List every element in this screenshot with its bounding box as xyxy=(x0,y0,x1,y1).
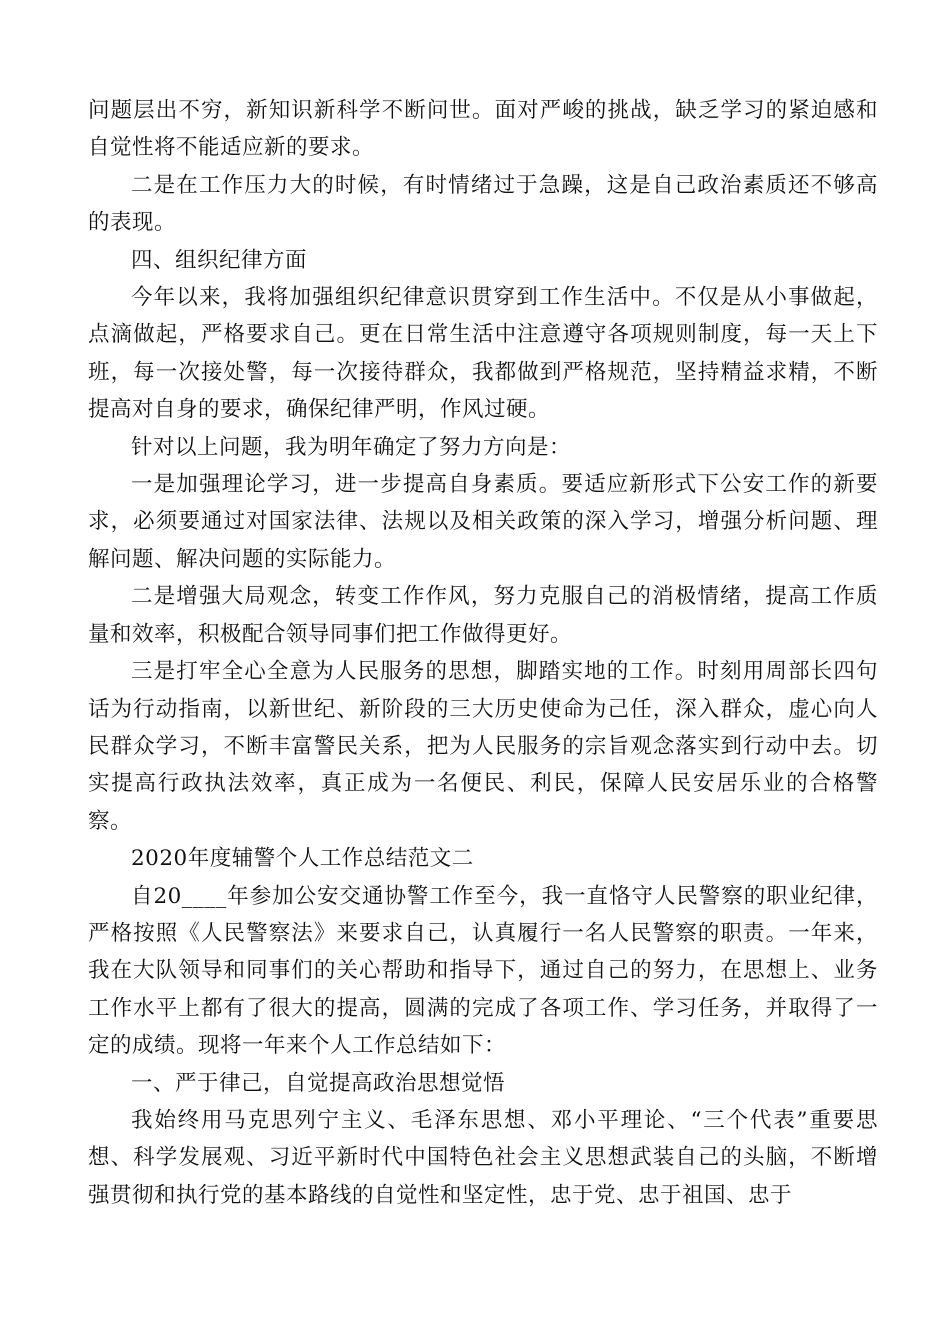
paragraph-6: 一是加强理论学习，进一步提高自身素质。要适应新形式下公安工作的新要求，必须要通过对国家法律、法规以及相关政策的深入学习，增强分析问题、理解问题、解决问题的实际能力。 xyxy=(88,472,878,572)
paragraph-10: 自20____年参加公安交通协警工作至今，我一直恪守人民警察的职业纪律，严格按照《人民警察法》来要求自己，认真履行一名人民警察的职责。一年来，我在大队领导和同事们的关心帮助和指导下，通过自己的努力，在思想上、业务工作水平上都有了很大的提高，圆满的完成了各项工作、学习任务，并取得了一定的成绩。现将一年来个人工作总结如下： xyxy=(88,883,878,1059)
paragraph-12: 我始终用马克思列宁主义、毛泽东思想、邓小平理论、“三个代表”重要思想、科学发展观、习近平新时代中国特色社会主义思想武装自己的头脑，不断增强贯彻和执行党的基本路线的自觉性和坚定性，忠于党、忠于祖国、忠于 xyxy=(88,1107,878,1208)
paragraph-2: 二是在工作压力大的时候，有时情绪过于急躁，这是自己政治素质还不够高的表现。 xyxy=(88,172,878,236)
section-heading-self-discipline: 一、严于律己，自觉提高政治思想觉悟 xyxy=(131,1070,506,1096)
section-heading-organization-discipline: 四、组织纪律方面 xyxy=(131,247,308,273)
paragraph-5: 针对以上问题，我为明年确定了努力方向是： xyxy=(131,434,572,460)
paragraph-7: 二是增强大局观念，转变工作作风，努力克服自己的消极情绪，提高工作质量和效率，积极配合领导同事们把工作做得更好。 xyxy=(88,584,878,647)
paragraph-4: 今年以来，我将加强组织纪律意识贯穿到工作生活中。不仅是从小事做起，点滴做起，严格要求自己。更在日常生活中注意遵守各项规则制度，每一天上下班，每一次接处警，每一次接待群众，我都做到严格规范，坚持精益求精，不断提高对自身的要求，确保纪律严明，作风过硬。 xyxy=(88,285,878,423)
document-body xyxy=(88,92,878,1214)
paragraph-1: 问题层出不穷，新知识新科学不断问世。面对严峻的挑战，缺乏学习的紧迫感和自觉性将不能适应新的要求。 xyxy=(88,98,878,161)
paragraph-8: 三是打牢全心全意为人民服务的思想，脚踏实地的工作。时刻用周部长四句话为行动指南，以新世纪、新阶段的三大历史使命为己任，深入群众，虚心向人民群众学习，不断丰富警民关系，把为人民服务的宗旨观念落实到行动中去。切实提高行政执法效率，真正成为一名便民、利民，保障人民安居乐业的合格警察。 xyxy=(88,659,878,834)
article-title-2: 2020年度辅警个人工作总结范文二 xyxy=(131,846,474,872)
